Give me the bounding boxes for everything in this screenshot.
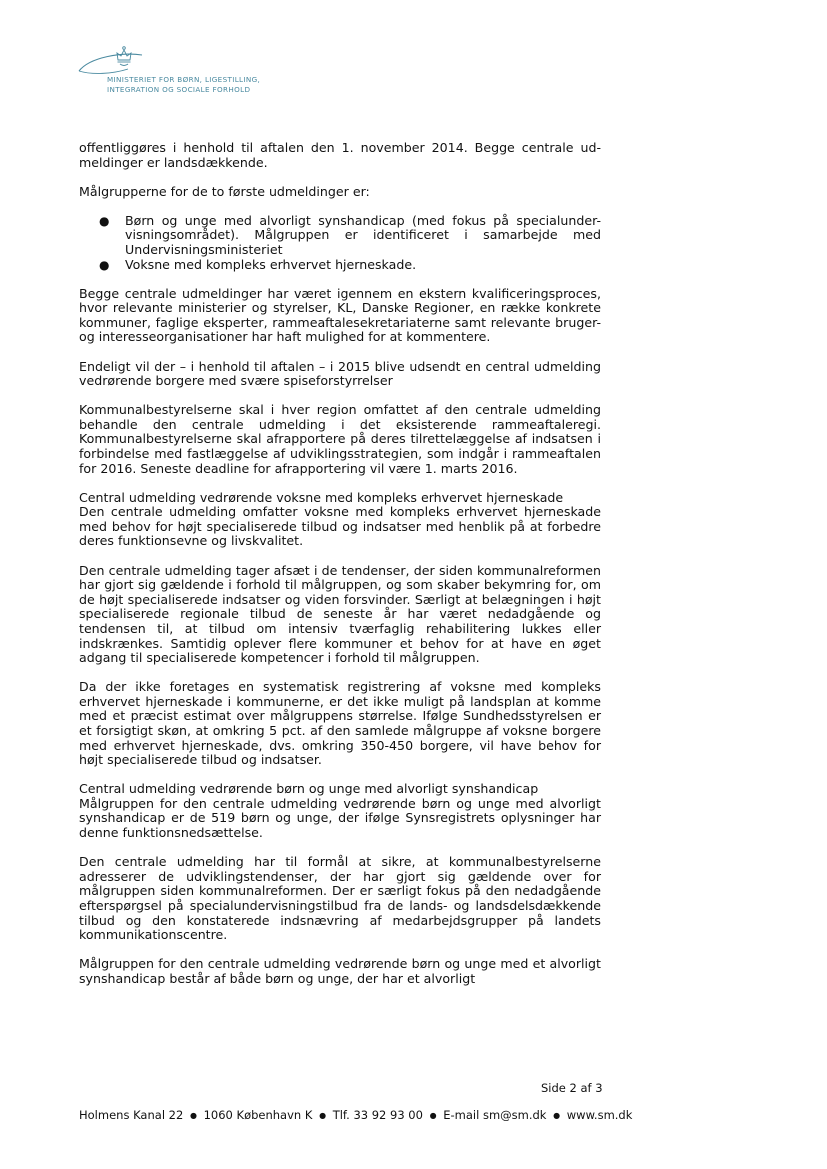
crown-icon — [76, 44, 146, 78]
ministry-logo — [76, 44, 276, 100]
paragraph: Begge centrale udmeldinger har været igennem en ekstern kvalificeringsproces, hvor relevante ministerier og styrelser, KL, Danske Regioner, en række konkrete kommuner, faglige eksperter, rammeaftalesekretariaterne samt relevante bruger- og interesseorganisationer har haft mulighed for at kommentere. — [79, 285, 601, 345]
footer-address: Holmens Kanal 22 — [79, 1108, 184, 1122]
paragraph: Den centrale udmelding har til formål at sikre, at kommunalbestyrelserne adresserer de udviklingstendenser, der har gjort sig gældende over for målgruppen siden kommunalreformen. Der er særligt fokus på den nedadgående efterspørgsel på specialundervisningstilbud fra de lands- og landsdelsdækkende tilbud og den konstaterede indsnævring af medarbejdsgrupper på landets kommunikationscentre. — [79, 854, 601, 943]
section-heading: Central udmelding vedrørende børn og unge med alvorligt synshandicap — [79, 781, 539, 797]
paragraph: offentliggøres i henhold til aftalen den 1. november 2014. Begge centrale ud-meldinger er landsdækkende. — [79, 140, 601, 170]
list-item-text: Børn og unge med alvorligt synshandicap (med fokus på specialunder-visningsområdet). Målgruppen er identificeret i samarbejde med Undervisningsministeriet — [125, 212, 601, 257]
footer-website[interactable]: www.sm.dk — [566, 1108, 633, 1122]
separator-icon: ● — [189, 1111, 197, 1120]
paragraph: Målgruppen for den centrale udmelding vedrørende børn og unge med alvorligt synshandicap er de 519 børn og unge, der ifølge Synsregistrets oplysninger har denne funktionsnedsættelse. — [79, 795, 601, 841]
paragraph: Den centrale udmelding omfatter voksne med kompleks erhvervet hjerneskade med behov for højt specialiserede tilbud og indsatser med henblik på at forbedre deres funktionsevne og livskvalitet. — [79, 504, 601, 549]
list-item-text: Voksne med kompleks erhvervet hjerneskade. — [125, 256, 417, 272]
paragraph: Da der ikke foretages en systematisk registrering af voksne med kompleks erhvervet hjerneskade i kommunerne, er det ikke muligt på landsplan at komme med et præcist estimat over målgruppens størrelse. Ifølge Sundhedsstyrelsen er et forsigtigt skøn, at omkring 5 pct. af den samlede målgruppe af voksne borgere med erhvervet hjerneskade, dvs. omkring 350-450 borgere, vil have behov for højt specialiserede tilbud og indsatser. — [79, 679, 601, 768]
bullet-icon: ● — [99, 257, 110, 272]
separator-icon: ● — [319, 1111, 327, 1120]
ministry-name-line2: INTEGRATION OG SOCIALE FORHOLD — [107, 85, 251, 94]
ministry-name-line1: MINISTERIET FOR BØRN, LIGESTILLING, — [107, 75, 261, 84]
page-number: Side 2 af 3 — [541, 1081, 603, 1095]
list-item — [79, 214, 601, 258]
paragraph: Endeligt vil der – i henhold til aftalen – i 2015 blive udsendt en central udmelding vedrørende borgere med svære spiseforstyrrelser — [79, 358, 601, 389]
section-heading: Central udmelding vedrørende voksne med kompleks erhvervet hjerneskade — [79, 489, 564, 505]
list-item — [79, 258, 601, 273]
footer — [79, 1108, 632, 1123]
paragraph: Målgrupperne for de to første udmeldinger er: — [79, 183, 370, 199]
section-block — [79, 782, 601, 840]
footer-phone: Tlf. 33 92 93 00 — [332, 1108, 423, 1122]
bullet-icon: ● — [99, 213, 110, 228]
paragraph: Målgruppen for den centrale udmelding vedrørende børn og unge med et alvorligt synshandicap består af både børn og unge, der har et alvorligt — [79, 956, 601, 986]
separator-icon: ● — [429, 1111, 437, 1120]
footer-email[interactable]: E-mail sm@sm.dk — [443, 1108, 547, 1122]
target-group-list — [79, 214, 601, 272]
section-block — [79, 491, 601, 549]
footer-postal: 1060 København K — [203, 1108, 313, 1122]
ministry-name — [107, 75, 260, 95]
document-body — [79, 141, 601, 1001]
paragraph: Kommunalbestyrelserne skal i hver region omfattet af den centrale udmelding behandle den centrale udmelding i det eksisterende rammeaftaleregi. Kommunalbestyrelserne skal afrapportere på deres tilrettelæggelse af indsatsen i forbindelse med fastlæggelse af udviklingsstrategien, som indgår i rammeaftalen for 2016. Seneste deadline for afrapportering vil være 1. marts 2016. — [79, 402, 601, 476]
separator-icon: ● — [553, 1111, 561, 1120]
paragraph: Den centrale udmelding tager afsæt i de tendenser, der siden kommunalreformen har gjort sig gældende i forhold til målgruppen, og som skaber bekymring for, om de højt specialiserede indsatser og viden forsvinder. Særligt at belægningen i højt specialiserede regionale tilbud de seneste år har været nedadgående og tendensen til, at tilbud om intensiv tværfaglig rehabilitering lukkes eller indskrænkes. Samtidig oplever flere kommuner et behov for at have en øget adgang til specialiserede kompetencer i forhold til målgruppen. — [79, 562, 601, 666]
